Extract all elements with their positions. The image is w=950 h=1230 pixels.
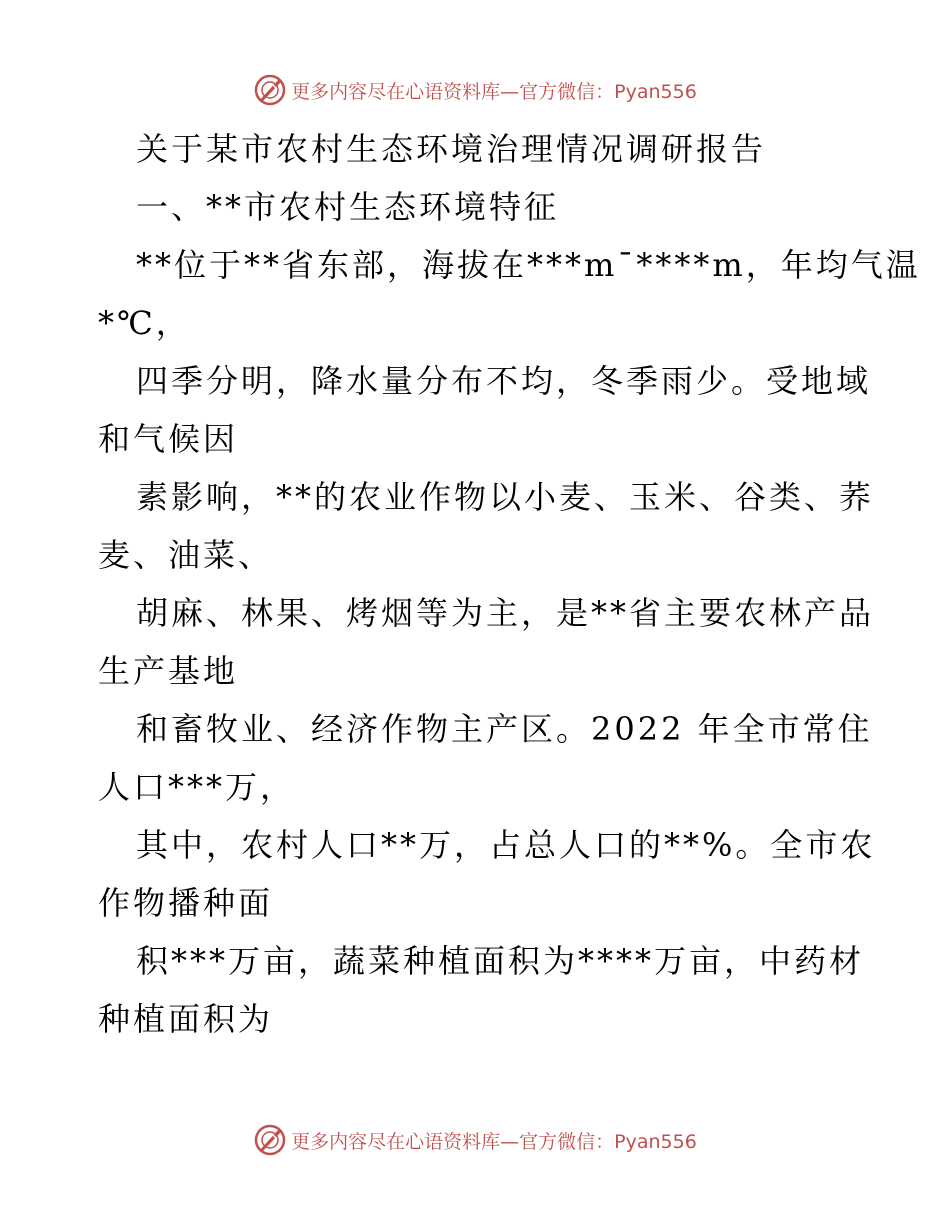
watermark-text: 更多内容尽在心语资料库—官方微信：Pyan556 — [291, 80, 697, 103]
text-line: 种植面积为 — [98, 1000, 274, 1038]
text-line: 麦、油菜、 — [98, 536, 274, 574]
watermark-header — [0, 70, 950, 110]
text-line: 胡麻、林果、烤烟等为主，是**省主要农林产品 — [136, 594, 875, 632]
section-heading: 一、**市农村生态环境特征 — [136, 188, 560, 226]
text-line: 积***万亩，蔬菜种植面积为****万亩，中药材 — [136, 942, 865, 980]
text-line: 四季分明，降水量分布不均，冬季雨少。受地域 — [136, 362, 872, 400]
text-line: 生产基地 — [98, 652, 239, 690]
text-line: *℃， — [98, 304, 191, 342]
text-line: 人口***万， — [98, 768, 296, 806]
text-line: 和畜牧业、经济作物主产区。2022 年全市常住 — [136, 710, 873, 748]
text-line: 作物播种面 — [98, 884, 274, 922]
watermark-text: 更多内容尽在心语资料库—官方微信：Pyan556 — [291, 1130, 697, 1153]
document-title: 关于某市农村生态环境治理情况调研报告 — [136, 130, 767, 168]
text-line: **位于**省东部，海拔在***m¯****m，年均气温 — [136, 246, 921, 284]
watermark-footer — [0, 1120, 950, 1160]
text-line: 素影响，**的农业作物以小麦、玉米、谷类、荞 — [136, 478, 875, 516]
document-body — [98, 120, 921, 1048]
text-line: 和气候因 — [98, 420, 239, 458]
quill-logo-icon — [253, 1123, 287, 1157]
quill-logo-icon — [253, 73, 287, 107]
text-line: 其中，农村人口**万，占总人口的**%。全市农 — [136, 826, 876, 864]
